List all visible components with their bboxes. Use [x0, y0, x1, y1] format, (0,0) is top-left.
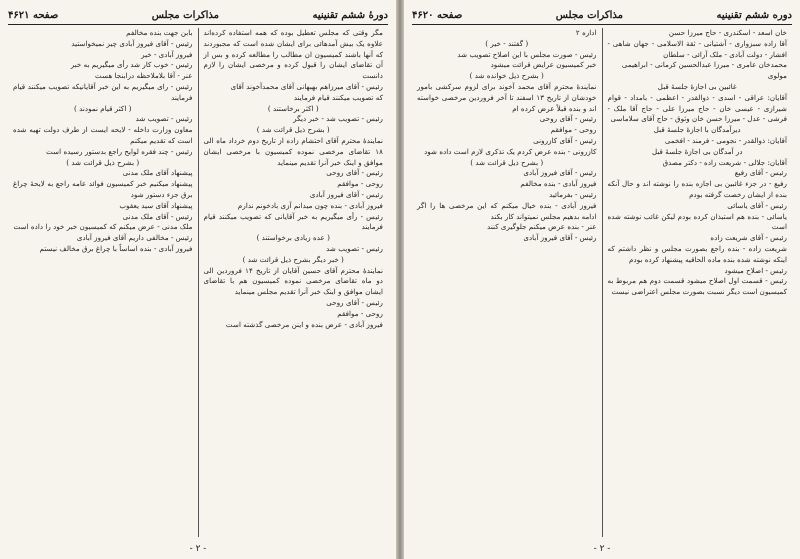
left-column: [8, 28, 198, 537]
text-line: شریعت زاده - بنده راجع بصورت مجلس و نظر داشتم که اینکه نوشته شده بنده ماده الحاقیه پیشنهاد کرده بودم: [607, 243, 787, 264]
text-line: رئیس - آقای شریعت زاده: [710, 233, 787, 243]
text-line: رئیس - آقای فیروز آبادی چیز نمیخواستید: [71, 38, 193, 48]
page-header: [8, 6, 388, 25]
text-line: ( خبر دیگر بشرح ذیل قرائت شد ): [242, 254, 344, 264]
left-page: [0, 0, 396, 559]
text-line: رئیس - مخالفی داریم آقای فیروز آبادی: [76, 233, 193, 243]
text-line: رئیس - تصویب شد: [326, 243, 383, 253]
text-line: رئیس - صورت مجلس با این اصلاح تصویب شد: [457, 49, 597, 59]
text-line: غائبین بی اجازهٔ جلسهٔ قبل: [657, 81, 737, 91]
text-line: آقایان: عراقی - اسدی - ذوالقدر - اعظمی - بامداد - قوام شیرازی - عیسی خان - حاج میرزا علی - حاج آقا ملک - فرشی - عدل - میرزا حسن خان وثوق - حاج آقای سلاماسی: [607, 92, 787, 124]
text-line: که تصویب میکنند قیام فرمایند: [293, 92, 383, 102]
text-line: رئیس - آقای فیروز آبادی: [309, 189, 383, 199]
text-line: رئیس - رای میگیریم به این خبر آقایانیکه تصویب میکنند قیام فرمایند: [13, 81, 193, 102]
text-line: ( بشرح ذیل قرائت شد ): [256, 125, 330, 135]
header-session: دورهٔ ششم تقنینیه: [312, 9, 388, 21]
text-line: ملک مدنی - عرض میکنم که کمیسیون خبر خود را داده است: [13, 222, 193, 232]
right-page: [404, 0, 800, 559]
left-column: [412, 28, 602, 537]
text-line: رئیس - خوب کار شد رأی میگیریم به خبر: [70, 60, 193, 70]
text-line: رئیس - قسمت اول اصلاح میشود قسمت دوم هم مربوط به کمیسیون است دیگر نسبت بصورت مجلس اعتراضی نیست: [607, 276, 787, 297]
text-line: خبر کمیسیون عرایض قرائت میشود: [490, 60, 597, 70]
text-line: رئیس - تصویب شد - خبر دیگر: [293, 114, 383, 124]
text-line: بابن جهت بنده مخالفم: [126, 28, 193, 37]
text-line: روحی - موافقم: [550, 125, 597, 135]
header-journal: مذاکرات مجلس: [555, 9, 624, 21]
text-line: فیروز آبادی - بنده چون میدانم آزی بادخونم ندارم: [237, 200, 383, 210]
text-line: رئیس - آقای رفیع: [734, 168, 787, 178]
header-session: دوره ششم تقنینیه: [716, 9, 792, 21]
text-line: ( عده زیادی برخواستند ): [256, 233, 330, 243]
text-line: رئیس - رأی میگیریم به خبر آقایانی که تصویب میکنند قیام فرمایند: [203, 211, 383, 232]
text-line: فیروز آبادی - عرض بنده و اینن مرخصی گذشته است: [225, 319, 383, 329]
binding-gutter: [396, 0, 404, 559]
text-line: نمایندهٔ محترم آقای حسین آقایان از تاریخ ۱۴ فروردین الی دو ماه تقاضای مرخصی نموده کمیسیون هم با تقاضای ایشان موافق و اینک خبر آنرا تقدیم مجلس مینماید: [203, 265, 383, 297]
text-line: رئیس - بفرمائید: [549, 189, 597, 199]
header-journal: مذاکرات مجلس: [151, 9, 220, 21]
text-line: رئیس - آقای روحی: [539, 114, 597, 124]
text-line: فیروز آبادی - بنده مخالفم: [520, 179, 597, 189]
text-line: پیشنهاد آقای ملک مدنی: [122, 168, 193, 178]
page-footer: - ۲ -: [593, 544, 611, 554]
right-column: [199, 28, 389, 537]
text-line: ( اکثر قیام نمودند ): [74, 103, 132, 113]
text-line: پیشنهاد آقای سید یعقوب: [119, 200, 193, 210]
text-line: رئیس - آقای کازرونی: [533, 135, 597, 145]
columns: [8, 28, 388, 537]
page-header: [412, 6, 792, 25]
text-line: رئیس - آقای فیروز آبادی: [523, 168, 597, 178]
text-line: فیروز آبادی - خیر: [141, 49, 193, 59]
text-line: رئیس - اصلاح میشود: [724, 265, 787, 275]
text-line: رفیع - در جزء غائبین بی اجازه بنده را نوشته اند و حال آنکه بنده از ایشان رخصت گرفته بودم: [607, 179, 787, 199]
text-line: ( بشرح ذیل قرائت شد ): [66, 157, 140, 167]
text-line: ( اکثر برخاستند ): [267, 103, 319, 113]
text-line: آقایان: جلالی - شریعت زاده - دکتر مصدق: [662, 157, 787, 167]
text-line: اداره ۲: [575, 28, 597, 37]
text-line: نمایندهٔ محترم آقای محمد آخوند برای لزوم سرکشی بامور خودشان از تاریخ ۱۳ اسفند تا آخر فروردین مرخصی خواسته اند و بنده قبلاً عرض کرده ام: [417, 81, 597, 113]
text-line: آقا زاده سبزواری - آشتیانی - ثقة الاسلامی - جهان شاهی - افشار - دولت آبادی - ملک آرائی - سلطان: [607, 38, 787, 59]
text-line: عنر - بنده عرض میکنم جلوگیری کنند: [487, 222, 597, 232]
text-line: کازرونی - بنده عرض کردم یک تذکری لازم است داده شود: [424, 146, 597, 156]
text-line: رئیس - آقای روحی: [326, 297, 383, 307]
text-line: روحی - موافقم: [337, 308, 383, 318]
text-line: یاسائی - بنده هم استیذان کرده بودم لیکن غائب نوشته شده است: [607, 211, 787, 232]
text-line: فیروز آبادی - بنده خیال میکنم که این مرخصی ها را اگر ادامه بدهیم مجلس نمیتواند کار بکند: [417, 200, 597, 221]
text-line: رئیس - آقای میرزاهم بهبهانی آقای محمدآخوند آقای: [230, 81, 383, 91]
text-line: محمدخان عامری - میرزا عبدالحسین کرمانی - ابراهیمی: [621, 60, 787, 70]
text-line: رئیس - تصویب شد: [135, 114, 193, 124]
text-line: رئیس - چند فقره لوایح راجع بدستور رسیده است: [46, 146, 193, 156]
text-line: معاون وزارت داخله - لایحه ایست از طرف دولت تهیه شده است که تقدیم میکنم: [13, 125, 193, 145]
text-line: ( بشرح ذیل قرائت شد ): [470, 157, 544, 167]
text-line: مولوی: [767, 71, 787, 81]
text-line: آقایان: ذوالقدر - نجومی - فرمند - افخمی: [664, 135, 787, 145]
page-footer: - ۲ -: [189, 544, 207, 554]
text-line: رئیس - آقای یاسائی: [727, 200, 787, 210]
header-page-label: صفحه ۴۶۲۰: [412, 9, 463, 21]
text-line: خان اسعد - اسکندری - حاج میرزا حسن: [668, 28, 787, 37]
text-line: پیشنهاد میکنیم خبر کمیسیون فوائد عامه راجع به لایحهٔ چراغ برق جزء دستور شود: [13, 179, 193, 199]
text-line: رئیس - آقای فیروز آبادی: [523, 233, 597, 243]
text-line: رئیس - آقای روحی: [326, 168, 383, 178]
right-column: [603, 28, 793, 537]
text-line: رئیس - آقای ملک مدنی: [122, 211, 193, 221]
text-line: دیرآمدگان با اجازهٔ جلسهٔ قبل: [653, 125, 741, 135]
text-line: ( گفتند - خیر ): [485, 38, 529, 48]
text-line: عنر - آقا بلاملاحظه درابنجا هست: [95, 71, 193, 81]
columns: [412, 28, 792, 537]
text-line: در آمدگان بی اجازهٔ جلسهٔ قبل: [651, 146, 743, 156]
text-line: مگر وقتی که مجلس تعطیل بوده که همه استفاده کرده‌اند علاوه یک بیش آمدهائی برای ایشان شده است که مجبوردند که آنها باشند کمیسیون ان مطالب را مطالعه کرده و بس از آن تقاضای ایشان را قبول کرده و مرخصی ایشان را لازم دانست: [203, 28, 383, 81]
text-line: روحی - موافقم: [337, 179, 383, 189]
text-line: ( بشرح ذیل خوانده شد ): [469, 71, 544, 81]
text-line: نمایندهٔ محترم آقای احتشام زاده از تاریخ دوم خرداد ماه الی ۱۸ تقاضای مرخصی نموده کمیسیون با مرخصی ایشان موافق و اینک خبر آنرا تقدیم مینماید: [203, 135, 383, 167]
text-line: فیروز آبادی - بنده اساساً با چراغ برق مخالف نیستم: [39, 243, 193, 253]
header-page-label: صفحه ۴۶۲۱: [8, 9, 59, 21]
